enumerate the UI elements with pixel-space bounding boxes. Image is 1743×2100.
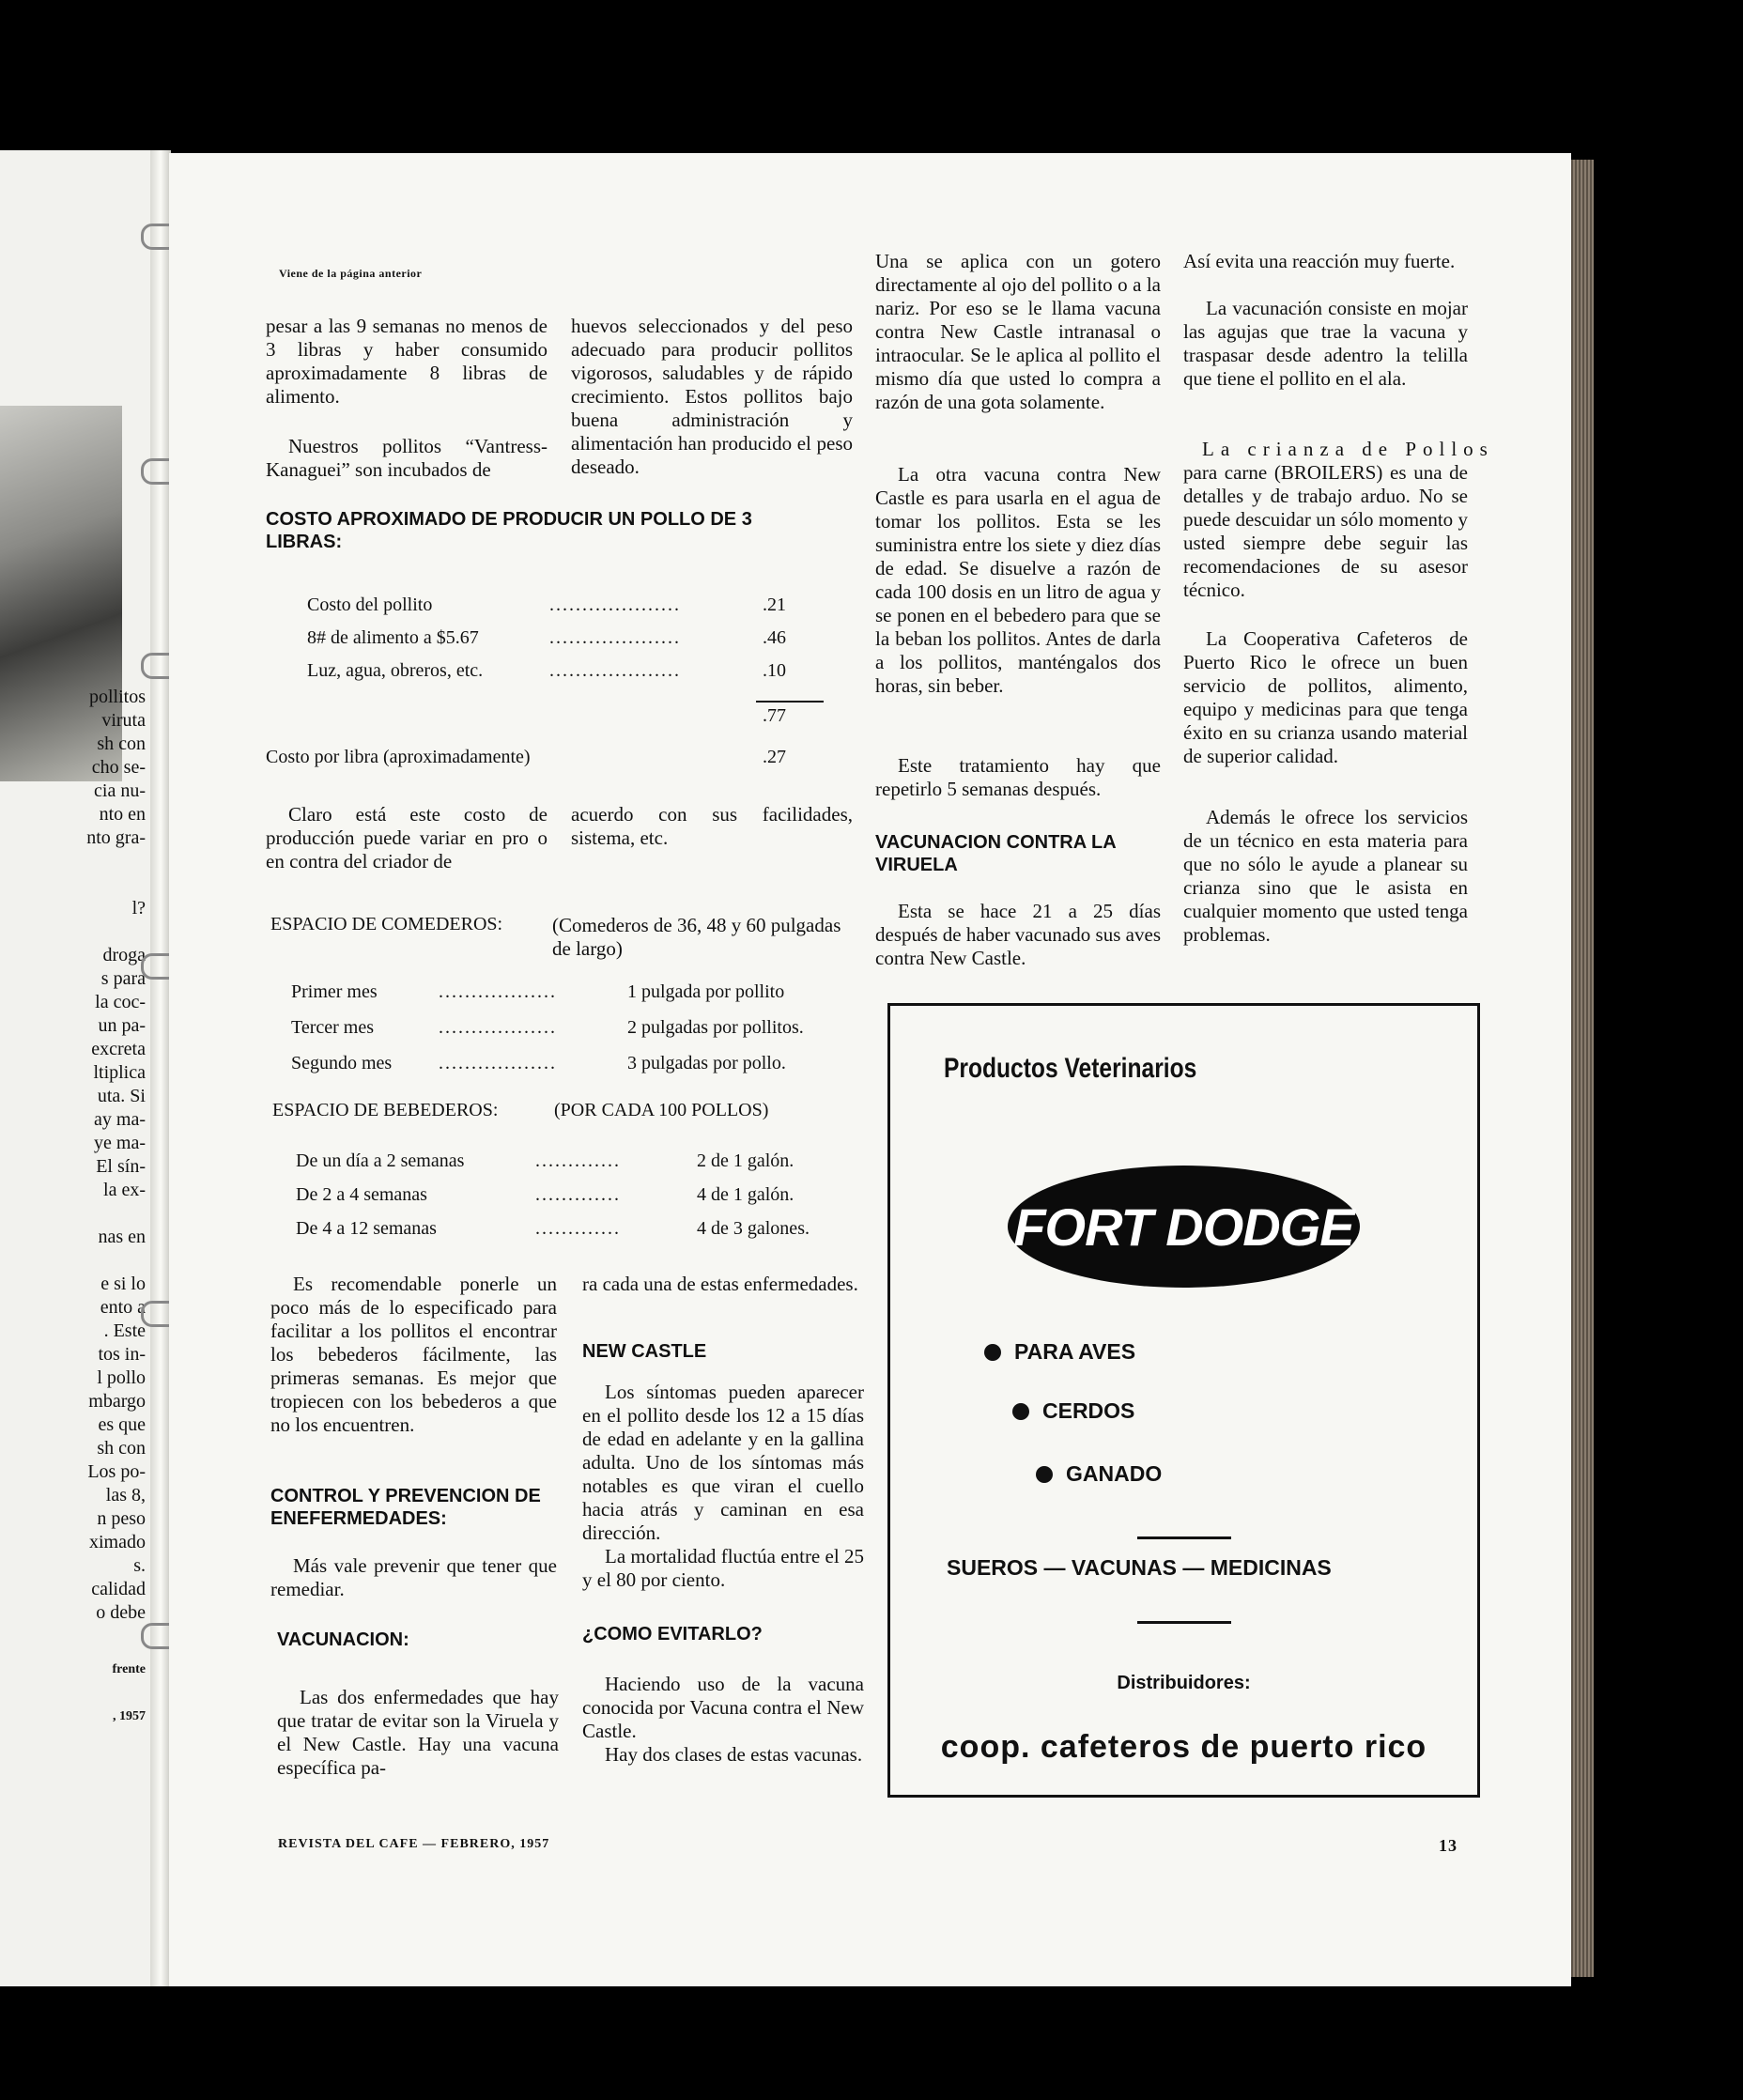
heading-new-castle: NEW CASTLE: [582, 1341, 707, 1362]
bullet-icon: [1012, 1403, 1029, 1420]
advertisement: [887, 1003, 1480, 1798]
leader-dots: .............: [535, 1184, 621, 1205]
comederos-label: ESPACIO DE COMEDEROS:: [270, 914, 503, 934]
bullet-icon: [1036, 1466, 1053, 1483]
leader-dots: ..................: [439, 981, 557, 1002]
lower-left-paragraph: Las dos enfermedades que hay que tratar de evitar son la Viruela y el New Castle. Hay una vacuna específica pa-: [277, 1686, 559, 1779]
left-page-fragment: frente: [112, 1662, 146, 1676]
left-page-fragment: mbargo: [88, 1391, 146, 1412]
costo-label: Costo del pollito: [307, 594, 433, 615]
ad-distributors-label: Distribuidores:: [1117, 1673, 1251, 1693]
ad-distributor-name: coop. cafeteros de puerto rico: [940, 1729, 1427, 1765]
left-page-fragment: n peso: [97, 1508, 146, 1529]
col4-paragraph: Además le ofrece los servicios de un técnico en esta materia para que no sólo le ayude a planear su crianza sino que le asista en cualquier momento que usted tenga problemas.: [1183, 806, 1468, 946]
ad-item: CERDOS: [1012, 1398, 1134, 1424]
heading-como-evitarlo: ¿COMO EVITARLO?: [582, 1624, 763, 1644]
left-page-fragment: El sín-: [96, 1156, 146, 1177]
leader-dots: ..................: [439, 1053, 557, 1073]
left-page-fragment: ximado: [89, 1532, 146, 1552]
left-page-fragment: ltiplica: [93, 1062, 146, 1083]
bebederos-row-label: De 4 a 12 semanas: [296, 1218, 437, 1239]
left-page-fragment: s.: [133, 1555, 146, 1576]
leader-dots: ..................: [439, 1017, 557, 1038]
page-number: 13: [1439, 1836, 1458, 1855]
bebederos-row-value: 2 de 1 galón.: [697, 1150, 794, 1171]
lower-mid-paragraph: Los síntomas pueden aparecer en el pollito desde los 12 a 15 días de edad en adelante y en la gallina adulta. Uno de los síntomas más notables es que viran el cuello hacia atrás y caminan en esa dirección.: [582, 1381, 864, 1544]
left-page-fragment: la ex-: [103, 1180, 146, 1200]
continued-note: Viene de la página anterior: [279, 267, 423, 280]
left-page-fragment: l?: [131, 898, 146, 919]
left-page-fragment: es que: [98, 1414, 146, 1435]
ad-title: Productos Veterinarios: [944, 1053, 1197, 1084]
comederos-row-value: 3 pulgadas por pollo.: [627, 1053, 786, 1073]
page-stack-edge: [1571, 160, 1594, 1977]
comederos-row-value: 2 pulgadas por pollitos.: [627, 1017, 804, 1038]
col1-paragraph: pesar a las 9 semanas no menos de 3 libras y haber consumido aproximadamente 8 libras de alimento.: [266, 315, 548, 408]
left-page-fragment: sh con: [97, 733, 146, 754]
ad-divider: [1137, 1536, 1231, 1539]
comederos-row-label: Segundo mes: [291, 1053, 393, 1073]
lower-mid-paragraph: Haciendo uso de la vacuna conocida por Vacuna contra el New Castle.: [582, 1673, 864, 1742]
section-heading-costo: COSTO APROXIMADO DE PRODUCIR UN POLLO DE 3 LIBRAS:: [266, 509, 752, 552]
costo-note: Claro está este costo de producción puede variar en pro o en contra del criador de: [266, 803, 548, 872]
costo-value: .21: [763, 594, 786, 615]
left-page-fragment: , 1957: [113, 1709, 146, 1723]
left-page-fragment: cho se-: [91, 757, 146, 778]
left-page-fragment: un pa-: [98, 1015, 146, 1036]
left-page-fragment: calidad: [91, 1579, 146, 1599]
heading-vacunacion: VACUNACION:: [277, 1629, 409, 1650]
leader-dots: ....................: [549, 660, 681, 681]
lower-mid-paragraph: Hay dos clases de estas vacunas.: [605, 1743, 863, 1766]
bebederos-row-value: 4 de 3 galones.: [697, 1218, 810, 1239]
left-page-fragment: viruta: [101, 710, 146, 731]
col3-paragraph: Este tratamiento hay que repetirlo 5 semanas después.: [875, 754, 1161, 800]
col3-paragraph: Esta se hace 21 a 25 días después de haber vacunado sus aves contra New Castle.: [875, 900, 1161, 969]
comederos-row-value: 1 pulgada por pollito: [627, 981, 785, 1002]
ad-divider: [1137, 1621, 1231, 1624]
col2-paragraph: huevos seleccionados y del peso adecuado para producir pollitos vigorosos, saludables y de rápido crecimiento. Estos pollitos bajo buena administración y alimentación han producido el peso deseado.: [571, 315, 853, 478]
sum-rule: [756, 701, 824, 703]
lower-mid-paragraph: ra cada una de estas enfermedades.: [582, 1273, 858, 1295]
col1-paragraph: Nuestros pollitos “Vantress-Kanaguei” son incubados de: [266, 435, 548, 481]
left-page-fragment: . Este: [103, 1320, 146, 1341]
brand-logo: [1008, 1166, 1360, 1288]
leader-dots: ....................: [549, 594, 681, 615]
footer-journal: REVISTA DEL CAFE — FEBRERO, 1957: [278, 1837, 550, 1851]
costo-per-libra-value: .27: [763, 747, 786, 767]
col3-paragraph: La otra vacuna contra New Castle es para usarla en el agua de tomar los pollitos. Esta se les suministra entre los siete y diez días de edad. Se disuelve a razón de cada 100 dosis en un litro de agua y se ponen en el bebedero para que se la beban los pollitos. Antes de darla a los pollitos, manténgalos dos horas, sin beber.: [875, 463, 1161, 697]
lower-mid-paragraph: La mortalidad fluctúa entre el 25 y el 80 por ciento.: [582, 1545, 864, 1591]
leader-dots: .............: [535, 1218, 621, 1239]
leader-dots: .............: [535, 1150, 621, 1171]
ad-item: GANADO: [1036, 1461, 1162, 1487]
col4-paragraph: Así evita una reacción muy fuerte.: [1183, 250, 1456, 272]
left-page-fragment: nas en: [98, 1227, 146, 1247]
bullet-icon: [984, 1344, 1001, 1361]
costo-value: .46: [763, 627, 786, 648]
left-page-fragment: ay ma-: [94, 1109, 146, 1130]
col3-paragraph: Una se aplica con un gotero directamente al ojo del pollito o a la nariz. Por eso se le llama vacuna contra New Castle intranasal o intraocular. Se le aplica al pollito el mismo día que usted lo compra a razón de una gota solamente.: [875, 250, 1161, 413]
left-page-fragment: las 8,: [105, 1485, 146, 1506]
ad-products: SUEROS — VACUNAS — MEDICINAS: [947, 1555, 1332, 1580]
ad-item: PARA AVES: [984, 1339, 1135, 1365]
heading-control: CONTROL Y PREVENCION DE ENEFERMEDADES:: [270, 1486, 541, 1529]
left-page-fragment: Los po-: [87, 1461, 146, 1482]
left-page-fragment: droga: [102, 945, 146, 965]
costo-label: 8# de alimento a $5.67: [307, 627, 479, 648]
left-page-fragment: pollitos: [88, 687, 146, 707]
col4-paragraph: La Cooperativa Cafeteros de Puerto Rico le ofrece un buen servicio de pollitos, alimento, equipo y medicinas para que tenga éxito en su crianza usando material de superior calidad.: [1183, 627, 1468, 767]
col4-paragraph: para carne (BROILERS) es una de detalles y de trabajo arduo. No se puede descuidar un sólo momento y usted siempre debe seguir las recomendaciones de su asesor técnico.: [1183, 461, 1468, 601]
comederos-row-label: Primer mes: [291, 981, 378, 1002]
heading-vacunacion-viruela: VACUNACION CONTRA LA VIRUELA: [875, 832, 1116, 875]
left-page-fragment: s para: [100, 968, 146, 989]
left-page-fragment: excreta: [91, 1039, 146, 1059]
bebederos-desc: (POR CADA 100 POLLOS): [554, 1100, 769, 1120]
left-page-fragment: e si lo: [100, 1274, 146, 1294]
brand-name: FORT DODGE: [1013, 1197, 1354, 1257]
left-page-fragment: cia nu-: [94, 780, 146, 801]
left-page-fragment: sh con: [97, 1438, 146, 1459]
costo-total: .77: [763, 705, 786, 726]
left-page-fragment: la coc-: [95, 992, 146, 1012]
col4-spaced-lead: La crianza de Pollos: [1202, 438, 1494, 460]
costo-note: acuerdo con sus facilidades, sistema, etc.: [571, 803, 853, 849]
left-page-fragment: nto gra-: [86, 827, 146, 848]
left-page-fragment: tos in-: [98, 1344, 146, 1365]
bebederos-row-value: 4 de 1 galón.: [697, 1184, 794, 1205]
left-page-fragment: nto en: [99, 804, 146, 825]
comederos-row-label: Tercer mes: [291, 1017, 374, 1038]
left-page-fragment: ento a: [100, 1297, 146, 1318]
lower-left-paragraph: Más vale prevenir que tener que remediar.: [270, 1554, 557, 1600]
bebederos-row-label: De 2 a 4 semanas: [296, 1184, 427, 1205]
bebederos-label: ESPACIO DE BEBEDEROS:: [272, 1100, 499, 1120]
lower-left-paragraph: Es recomendable ponerle un poco más de lo especificado para facilitar a los pollitos el encontrar los bebederos fácilmente, las primeras semanas. Es mejor que tropiecen con los bebederos a que no los encuentren.: [270, 1273, 557, 1436]
costo-value: .10: [763, 660, 786, 681]
leader-dots: ....................: [549, 627, 681, 648]
costo-label: Luz, agua, obreros, etc.: [307, 660, 484, 681]
binding-spine: [150, 150, 171, 1986]
left-page-fragment: l pollo: [97, 1367, 146, 1388]
left-page-fragment: o debe: [96, 1602, 146, 1623]
bebederos-row-label: De un día a 2 semanas: [296, 1150, 465, 1171]
col4-paragraph: La vacunación consiste en mojar las agujas que trae la vacuna y traspasar desde adentro la telilla que tiene el pollito en el ala.: [1183, 297, 1468, 390]
left-page-fragment: ye ma-: [94, 1133, 146, 1153]
left-page-sliver: [0, 150, 155, 1986]
costo-per-libra-label: Costo por libra (aproximadamente): [266, 747, 531, 767]
comederos-desc: (Comederos de 36, 48 y 60 pulgadas de largo): [552, 914, 841, 960]
left-page-fragment: uta. Si: [97, 1086, 146, 1106]
